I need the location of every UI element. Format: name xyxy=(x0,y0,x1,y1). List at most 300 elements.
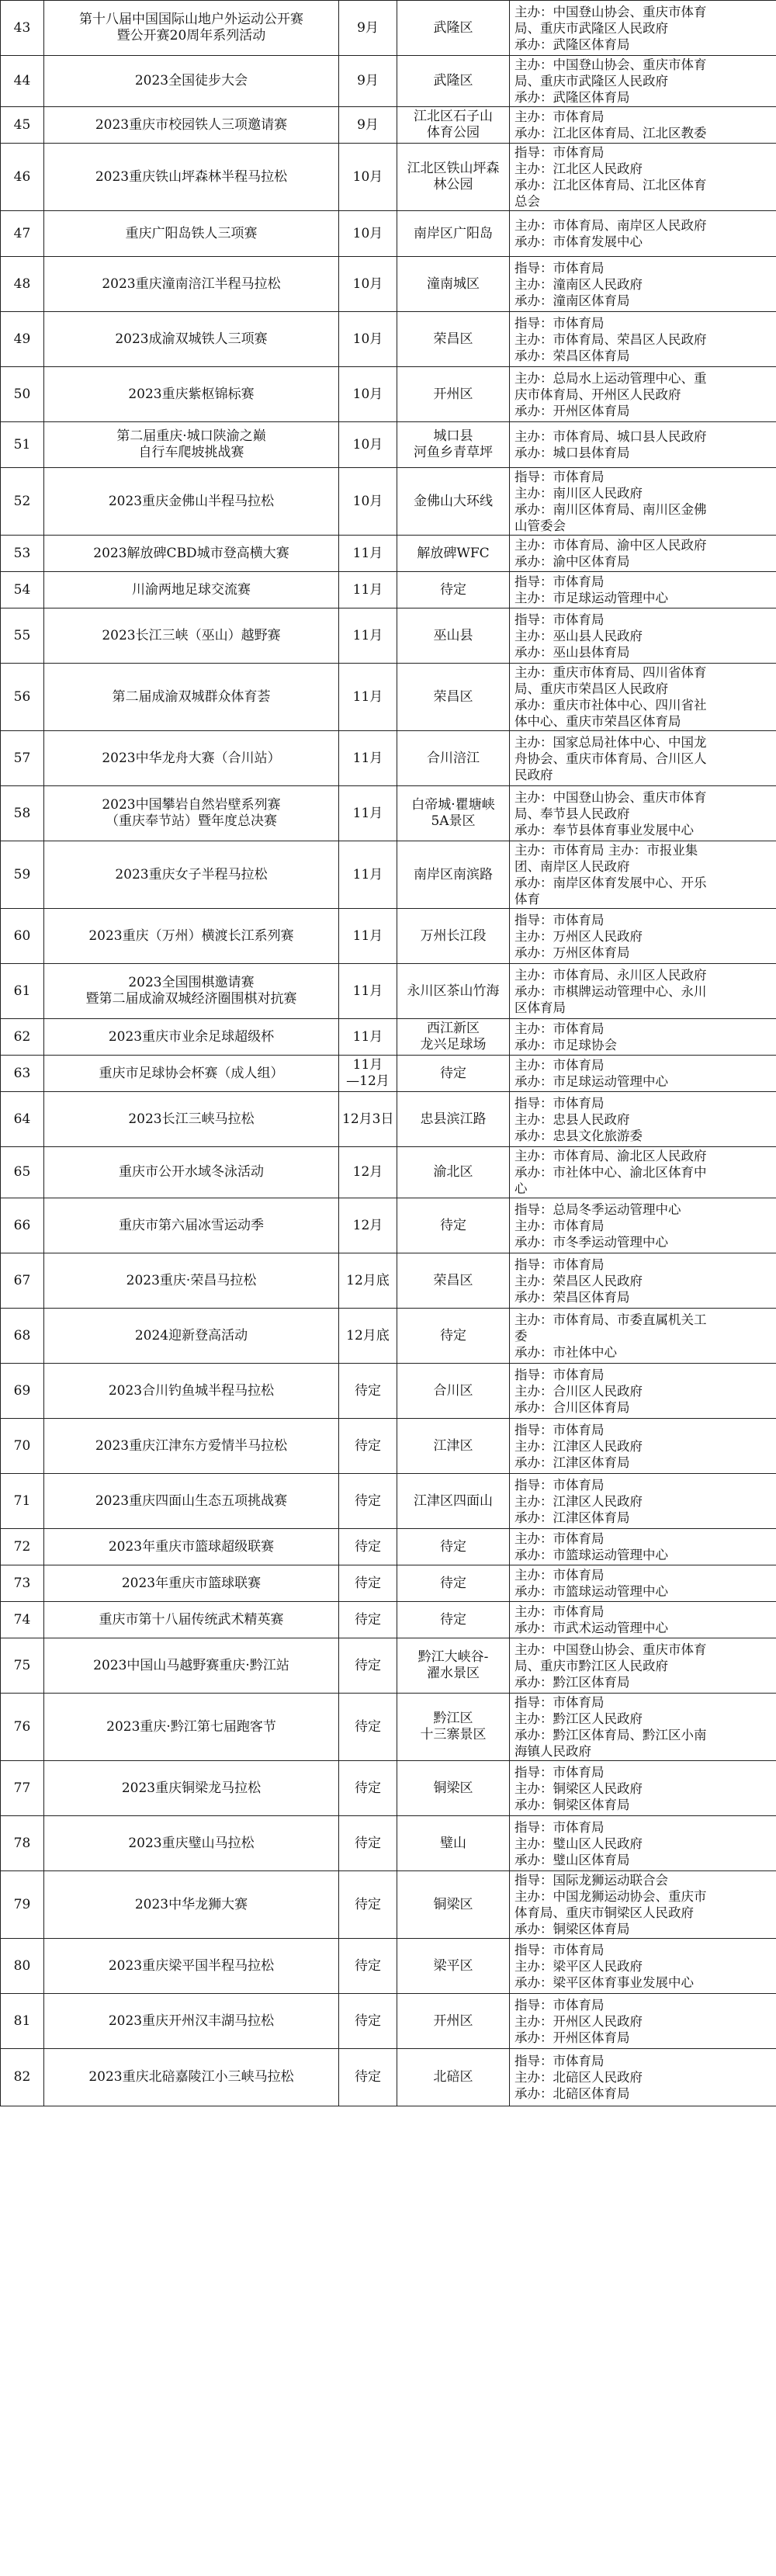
event-organizers-line: 主办：中国登山协会、重庆市体育 xyxy=(514,4,707,19)
event-location xyxy=(397,144,510,211)
table-row xyxy=(1,786,776,841)
event-name-line: 暨公开赛20周年系列活动 xyxy=(116,28,266,43)
event-name xyxy=(44,1198,339,1253)
event-organizers-line: 承办：市武术运动管理中心 xyxy=(514,1621,668,1635)
event-location xyxy=(397,1474,510,1529)
event-organizers-line: 体育局、重庆市铜梁区人民政府 xyxy=(514,1905,694,1920)
row-number: 47 xyxy=(1,211,44,257)
table-row xyxy=(1,536,776,572)
event-organizers xyxy=(510,1,776,56)
event-name-line: 2023年重庆市篮球联赛 xyxy=(121,1575,262,1591)
event-organizers-line: 指导：市体育局 xyxy=(514,470,605,484)
event-time-line: 11月 xyxy=(352,1028,383,1045)
table-row xyxy=(1,1939,776,1994)
row-number: 44 xyxy=(1,56,44,107)
row-number: 66 xyxy=(1,1198,44,1253)
row-number: 70 xyxy=(1,1419,44,1474)
event-location-line: 金佛山大环线 xyxy=(414,493,493,509)
event-organizers-line: 主办：梁平区人民政府 xyxy=(514,1958,643,1974)
event-location-line: 合川区 xyxy=(433,1382,473,1399)
event-location-line: 龙兴足球场 xyxy=(420,1037,487,1052)
event-organizers xyxy=(510,1092,776,1147)
event-location xyxy=(397,731,510,786)
event-organizers-line: 承办：市社体中心 xyxy=(514,1344,617,1360)
event-name xyxy=(44,1994,339,2049)
row-number: 76 xyxy=(1,1694,44,1761)
event-name-line: 重庆市第六届冰雪运动季 xyxy=(119,1217,264,1233)
event-time xyxy=(339,1694,397,1761)
event-organizers-line: 主办：中国登山协会、重庆市体育 xyxy=(514,57,707,72)
event-organizers xyxy=(510,1474,776,1529)
event-organizers xyxy=(510,144,776,211)
event-location xyxy=(397,1565,510,1602)
event-organizers-line: 主办：市体育局、荣昌区人民政府 xyxy=(514,331,707,347)
event-location xyxy=(397,56,510,107)
event-organizers-line: 承办：江津区体育局 xyxy=(514,1510,630,1525)
table-row xyxy=(1,1474,776,1529)
event-name xyxy=(44,1092,339,1147)
event-time-line: 10月 xyxy=(352,225,383,241)
event-organizers-line: 承办：重庆市社体中心、四川省社 xyxy=(514,698,707,712)
event-name-line: 川渝两地足球交流赛 xyxy=(132,581,251,598)
table-row xyxy=(1,56,776,107)
event-location-line: 体育公园 xyxy=(427,125,480,140)
event-organizers-line: 主办：北碚区人民政府 xyxy=(514,2070,643,2085)
event-name xyxy=(44,56,339,107)
event-organizers-line: 指导：市体育局 xyxy=(514,574,605,589)
event-time xyxy=(339,731,397,786)
event-location-line: 潼南城区 xyxy=(427,276,480,292)
event-name-line: 2023中华龙狮大赛 xyxy=(134,1896,248,1912)
event-location-line: 江北区石子山 xyxy=(414,109,493,124)
event-location-line: 江北区铁山坪森 xyxy=(407,161,500,176)
event-location-line: 武隆区 xyxy=(433,73,473,88)
event-location xyxy=(397,1761,510,1816)
event-organizers-line: 主办：江津区人民政府 xyxy=(514,1438,643,1454)
row-number: 54 xyxy=(1,572,44,608)
event-name xyxy=(44,1694,339,1761)
event-time xyxy=(339,841,397,909)
table-row xyxy=(1,1694,776,1761)
event-organizers-line: 局、重庆市武隆区人民政府 xyxy=(514,20,668,36)
event-organizers xyxy=(510,1019,776,1056)
event-time-line: 11月 xyxy=(352,627,383,643)
row-number: 62 xyxy=(1,1019,44,1056)
event-location-line: 林公园 xyxy=(433,177,473,192)
event-name-line: 2023重庆潼南涪江半程马拉松 xyxy=(102,276,281,292)
event-name-line: 2023重庆铜梁龙马拉松 xyxy=(121,1780,262,1796)
event-name xyxy=(44,664,339,731)
row-number: 79 xyxy=(1,1871,44,1939)
event-time-line: —12月 xyxy=(346,1073,390,1089)
event-organizers-line: 主办：市体育局 xyxy=(514,1021,605,1036)
table-row xyxy=(1,1419,776,1474)
event-location xyxy=(397,1309,510,1364)
event-location-line: 待定 xyxy=(440,1575,466,1591)
table-row xyxy=(1,731,776,786)
event-organizers-line: 承办：武隆区体育局 xyxy=(514,90,630,105)
event-location-line: 待定 xyxy=(440,1327,466,1343)
event-time xyxy=(339,664,397,731)
event-time xyxy=(339,786,397,841)
event-location xyxy=(397,1364,510,1419)
event-organizers xyxy=(510,1147,776,1198)
row-number: 51 xyxy=(1,422,44,468)
event-organizers xyxy=(510,2049,776,2106)
event-organizers-line: 主办：开州区人民政府 xyxy=(514,2013,643,2029)
event-organizers xyxy=(510,422,776,468)
event-location-line: 永川区茶山竹海 xyxy=(407,983,500,999)
event-organizers xyxy=(510,1816,776,1871)
event-organizers-line: 指导：市体育局 xyxy=(514,145,605,160)
event-name xyxy=(44,608,339,664)
row-number: 68 xyxy=(1,1309,44,1364)
row-number: 49 xyxy=(1,312,44,367)
event-name-line: 2023重庆紫枢锦标赛 xyxy=(128,386,255,402)
row-number: 80 xyxy=(1,1939,44,1994)
table-row xyxy=(1,1147,776,1198)
event-location xyxy=(397,536,510,572)
event-organizers-line: 指导：市体育局 xyxy=(514,1422,605,1437)
table-row xyxy=(1,1364,776,1419)
event-organizers-line: 庆市体育局、开州区人民政府 xyxy=(514,387,681,402)
event-organizers-line: 委 xyxy=(514,1328,528,1343)
event-organizers-line: 指导：市体育局 xyxy=(514,2054,605,2068)
event-name xyxy=(44,1761,339,1816)
event-organizers xyxy=(510,1419,776,1474)
event-name xyxy=(44,964,339,1019)
event-organizers-line: 主办：铜梁区人民政府 xyxy=(514,1780,643,1796)
event-organizers-line: 主办：潼南区人民政府 xyxy=(514,276,643,292)
event-name-line: 第二届重庆·城口陕渝之巅 xyxy=(116,428,266,444)
table-row xyxy=(1,1816,776,1871)
event-time-line: 11月 xyxy=(352,581,383,598)
event-organizers-line: 承办：武隆区体育局 xyxy=(514,36,630,52)
event-location-line: 巫山县 xyxy=(433,627,473,643)
row-number: 78 xyxy=(1,1816,44,1871)
event-organizers-line: 主办：璧山区人民政府 xyxy=(514,1836,643,1851)
table-row xyxy=(1,107,776,144)
table-row xyxy=(1,468,776,536)
table-row xyxy=(1,144,776,211)
event-organizers-line: 主办：江北区人民政府 xyxy=(514,161,643,176)
event-organizers-line: 局、奉节县人民政府 xyxy=(514,806,630,821)
table-row xyxy=(1,1,776,56)
event-location xyxy=(397,572,510,608)
event-name-line: （重庆奉节站）暨年度总决赛 xyxy=(106,813,277,829)
event-time-line: 待定 xyxy=(355,1718,381,1735)
event-time xyxy=(339,1092,397,1147)
event-organizers-line: 民政府 xyxy=(514,767,553,782)
event-name xyxy=(44,312,339,367)
event-location-line: 铜梁区 xyxy=(433,1780,473,1796)
event-location-line: 解放碑WFC xyxy=(417,545,490,561)
event-time xyxy=(339,964,397,1019)
event-name-line: 2023长江三峡（巫山）越野赛 xyxy=(102,627,281,643)
event-organizers-line: 指导：市体育局 xyxy=(514,1997,605,2013)
event-organizers xyxy=(510,107,776,144)
event-organizers xyxy=(510,1198,776,1253)
event-time-line: 11月 xyxy=(352,805,383,821)
event-organizers-line: 主办：市体育局、渝北区人民政府 xyxy=(514,1149,707,1163)
event-time-line: 12月 xyxy=(352,1217,383,1233)
event-organizers-line: 主办：江津区人民政府 xyxy=(514,1493,643,1509)
event-organizers-line: 主办：市体育局、南岸区人民政府 xyxy=(514,218,707,233)
event-organizers-line: 承办：江北区体育局、江北区体育 xyxy=(514,178,707,192)
event-time-line: 待定 xyxy=(355,1382,381,1399)
event-time-line: 11月 xyxy=(352,750,383,766)
event-time-line: 10月 xyxy=(352,436,383,452)
event-organizers-line: 承办：市篮球运动管理中心 xyxy=(514,1584,668,1599)
event-name-line: 2023重庆市校园铁人三项邀请赛 xyxy=(95,116,288,133)
event-organizers-line: 承办：市棋牌运动管理中心、永川 xyxy=(514,983,707,999)
event-time-line: 待定 xyxy=(355,1575,381,1591)
event-name xyxy=(44,909,339,964)
row-number: 45 xyxy=(1,107,44,144)
event-organizers-line: 主办：忠县人民政府 xyxy=(514,1111,630,1127)
event-time xyxy=(339,1761,397,1816)
event-time xyxy=(339,909,397,964)
table-row xyxy=(1,1019,776,1056)
row-number: 55 xyxy=(1,608,44,664)
event-organizers-line: 主办：中国登山协会、重庆市体育 xyxy=(514,789,707,805)
event-location-line: 武隆区 xyxy=(433,19,473,36)
event-location-line: 铜梁区 xyxy=(433,1896,473,1912)
event-name-line: 2023长江三峡马拉松 xyxy=(128,1111,255,1127)
event-name xyxy=(44,1529,339,1565)
event-organizers-line: 主办：中国龙狮运动协会、重庆市 xyxy=(514,1889,707,1904)
table-row xyxy=(1,909,776,964)
event-name-line: 2023重庆开州汉丰湖马拉松 xyxy=(108,2013,275,2029)
event-organizers-line: 主办：巫山县人民政府 xyxy=(514,628,643,643)
event-location xyxy=(397,1019,510,1056)
event-location-line: 江津区 xyxy=(433,1437,473,1454)
event-organizers-line: 承办：璧山区体育局 xyxy=(514,1852,630,1867)
event-time xyxy=(339,144,397,211)
event-name-line: 重庆市第十八届传统武术精英赛 xyxy=(99,1611,284,1628)
event-location-line: 河鱼乡青草坪 xyxy=(414,445,493,460)
event-time xyxy=(339,211,397,257)
event-name xyxy=(44,211,339,257)
event-name xyxy=(44,1019,339,1056)
event-organizers-line: 主办：市体育局、渝中区人民政府 xyxy=(514,538,707,553)
event-organizers-line: 指导：市体育局 xyxy=(514,315,605,331)
event-organizers-line: 主办：国家总局社体中心、中国龙 xyxy=(514,734,707,750)
table-row xyxy=(1,1198,776,1253)
event-location-line: 璧山 xyxy=(440,1835,466,1851)
event-time xyxy=(339,1474,397,1529)
event-name xyxy=(44,1309,339,1364)
event-organizers-line: 主办：市体育局、永川区人民政府 xyxy=(514,967,707,983)
event-location-line: 开州区 xyxy=(433,2013,473,2029)
event-name xyxy=(44,367,339,422)
event-time-line: 待定 xyxy=(355,2069,381,2085)
event-organizers-line: 承办：黔江区体育局、黔江区小南 xyxy=(514,1728,707,1742)
event-organizers xyxy=(510,608,776,664)
table-row xyxy=(1,964,776,1019)
event-time xyxy=(339,1,397,56)
event-name xyxy=(44,786,339,841)
event-organizers-line: 承办：巫山县体育局 xyxy=(514,644,630,660)
table-row xyxy=(1,1871,776,1939)
event-location-line: 待定 xyxy=(440,1217,466,1233)
event-organizers-line: 承办：荣昌区体育局 xyxy=(514,1289,630,1305)
event-time xyxy=(339,56,397,107)
event-time xyxy=(339,468,397,536)
event-name xyxy=(44,1816,339,1871)
event-name-line: 2023年重庆市篮球超级联赛 xyxy=(108,1538,275,1555)
event-name-line: 重庆市公开水域冬泳活动 xyxy=(119,1164,264,1180)
event-time-line: 待定 xyxy=(355,1538,381,1555)
event-organizers xyxy=(510,909,776,964)
event-organizers-line: 主办：市体育局 xyxy=(514,1568,605,1583)
event-organizers-line: 承办：市社体中心、渝北区体育中 xyxy=(514,1165,707,1180)
event-organizers-line: 承办：北碚区体育局 xyxy=(514,2086,630,2101)
event-name-line: 2024迎新登高活动 xyxy=(134,1327,248,1343)
event-time-line: 12月3日 xyxy=(342,1111,393,1127)
event-name-line: 第二届成渝双城群众体育荟 xyxy=(112,688,271,705)
event-organizers-line: 承办：荣昌区体育局 xyxy=(514,348,630,363)
event-location xyxy=(397,367,510,422)
event-location xyxy=(397,211,510,257)
event-time-line: 10月 xyxy=(352,493,383,509)
event-time-line: 12月底 xyxy=(346,1327,390,1343)
event-location-line: 5A景区 xyxy=(431,813,476,829)
event-organizers xyxy=(510,1529,776,1565)
event-organizers-line: 主办：总局水上运动管理中心、重 xyxy=(514,370,707,386)
event-time-line: 待定 xyxy=(355,1657,381,1673)
table-row xyxy=(1,257,776,312)
event-location xyxy=(397,312,510,367)
event-time-line: 待定 xyxy=(355,1835,381,1851)
event-organizers-line: 承办：黔江区体育局 xyxy=(514,1674,630,1690)
event-time-line: 10月 xyxy=(352,168,383,185)
event-time-line: 待定 xyxy=(355,2013,381,2029)
event-organizers-line: 指导：国际龙狮运动联合会 xyxy=(514,1873,668,1888)
table-row xyxy=(1,211,776,257)
table-row xyxy=(1,841,776,909)
event-name-line: 2023解放碑CBD城市登高横大赛 xyxy=(93,545,289,561)
event-location-line: 荣昌区 xyxy=(433,688,473,705)
event-organizers xyxy=(510,1694,776,1761)
event-name-line: 2023重庆梁平国半程马拉松 xyxy=(108,1957,275,1974)
table-row xyxy=(1,367,776,422)
event-location xyxy=(397,1253,510,1309)
event-time xyxy=(339,312,397,367)
row-number: 57 xyxy=(1,731,44,786)
event-organizers-line: 承办：江北区体育局、江北区教委 xyxy=(514,126,707,140)
event-time xyxy=(339,1364,397,1419)
event-name xyxy=(44,572,339,608)
event-time xyxy=(339,422,397,468)
table-row xyxy=(1,1092,776,1147)
event-organizers-line: 团、南岸区人民政府 xyxy=(514,859,630,874)
event-time-line: 待定 xyxy=(355,1780,381,1796)
event-organizers-line: 承办：忠县文化旅游委 xyxy=(514,1128,643,1143)
row-number: 67 xyxy=(1,1253,44,1309)
event-location xyxy=(397,1,510,56)
event-organizers xyxy=(510,1309,776,1364)
event-location-line: 待定 xyxy=(440,1065,466,1081)
event-name xyxy=(44,1871,339,1939)
row-number: 64 xyxy=(1,1092,44,1147)
event-organizers-line: 承办：铜梁区体育局 xyxy=(514,1797,630,1812)
row-number: 75 xyxy=(1,1638,44,1694)
event-organizers-line: 承办：渝中区体育局 xyxy=(514,554,630,569)
event-name-line: 重庆市足球协会杯赛（成人组） xyxy=(99,1065,284,1081)
event-organizers xyxy=(510,1638,776,1694)
event-time xyxy=(339,1056,397,1092)
event-organizers-line: 指导：市体育局 xyxy=(514,612,605,627)
event-organizers-line: 承办：市篮球运动管理中心 xyxy=(514,1548,668,1562)
event-organizers xyxy=(510,211,776,257)
event-name xyxy=(44,1474,339,1529)
row-number: 72 xyxy=(1,1529,44,1565)
event-organizers-line: 承办：南岸区体育发展中心、开乐 xyxy=(514,875,707,890)
event-organizers-line: 主办：万州区人民政府 xyxy=(514,928,643,944)
event-location xyxy=(397,468,510,536)
event-time xyxy=(339,1253,397,1309)
event-name xyxy=(44,1364,339,1419)
event-name xyxy=(44,731,339,786)
row-number: 59 xyxy=(1,841,44,909)
event-location xyxy=(397,2049,510,2106)
row-number: 61 xyxy=(1,964,44,1019)
event-name xyxy=(44,422,339,468)
event-time-line: 待定 xyxy=(355,1896,381,1912)
row-number: 74 xyxy=(1,1602,44,1638)
event-location xyxy=(397,1529,510,1565)
row-number: 52 xyxy=(1,468,44,536)
event-organizers-line: 局、重庆市黔江区人民政府 xyxy=(514,1658,668,1673)
event-organizers xyxy=(510,964,776,1019)
event-name xyxy=(44,536,339,572)
table-row xyxy=(1,1994,776,2049)
event-organizers-line: 主办：市体育局、市委直属机关工 xyxy=(514,1312,707,1327)
event-location xyxy=(397,1419,510,1474)
table-row xyxy=(1,1309,776,1364)
event-location-line: 城口县 xyxy=(433,428,473,444)
event-name xyxy=(44,1638,339,1694)
event-name-line: 重庆广阳岛铁人三项赛 xyxy=(125,225,258,241)
table-row xyxy=(1,1761,776,1816)
event-time-line: 10月 xyxy=(352,386,383,402)
event-time xyxy=(339,1939,397,1994)
event-time xyxy=(339,1529,397,1565)
event-time-line: 待定 xyxy=(355,1493,381,1509)
row-number: 81 xyxy=(1,1994,44,2049)
table-row xyxy=(1,608,776,664)
event-location-line: 西江新区 xyxy=(427,1021,480,1036)
event-organizers-line: 局、重庆市武隆区人民政府 xyxy=(514,74,668,88)
event-location xyxy=(397,1056,510,1092)
event-time-line: 待定 xyxy=(355,1437,381,1454)
event-organizers-line: 体中心、重庆市荣昌区体育局 xyxy=(514,714,681,729)
event-location-line: 梁平区 xyxy=(433,1957,473,1974)
event-organizers xyxy=(510,367,776,422)
event-location-line: 濯水景区 xyxy=(427,1666,480,1681)
event-location-line: 开州区 xyxy=(433,386,473,402)
event-organizers-line: 承办：开州区体育局 xyxy=(514,2030,630,2045)
event-time-line: 11月 xyxy=(352,983,383,999)
row-number: 73 xyxy=(1,1565,44,1602)
table-row xyxy=(1,1638,776,1694)
event-name xyxy=(44,1565,339,1602)
event-organizers xyxy=(510,56,776,107)
event-name xyxy=(44,468,339,536)
event-name xyxy=(44,1147,339,1198)
event-name-line: 2023重庆璧山马拉松 xyxy=(128,1835,255,1851)
